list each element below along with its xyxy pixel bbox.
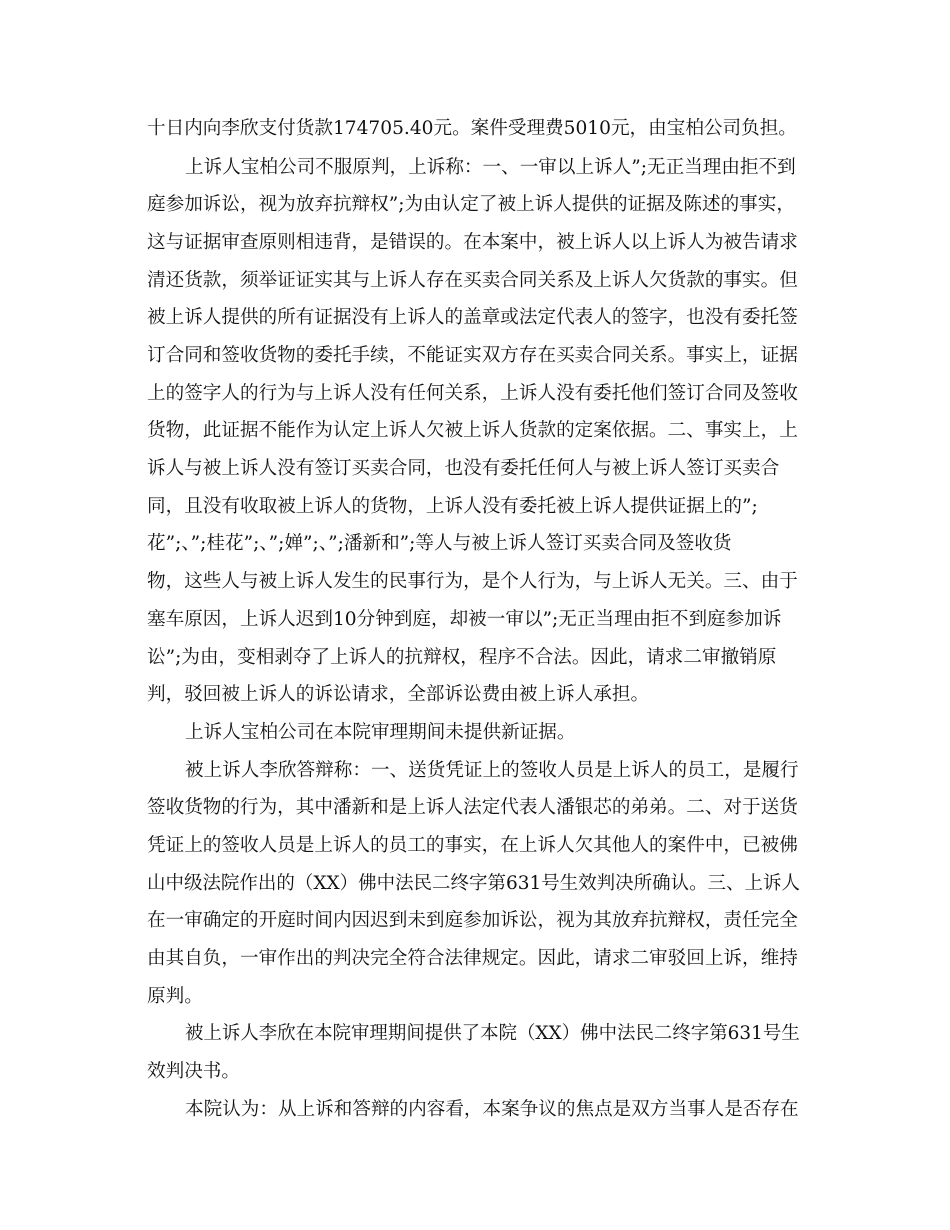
text-line: 在一审确定的开庭时间内因迟到未到庭参加诉讼，视为其放弃抗辩权，责任完全 — [147, 910, 798, 931]
text-line: 十日内向李欣支付货款174705.40元。案件受理费5010元，由宝柏公司负担。 — [147, 118, 797, 139]
text-line: 塞车原因，上诉人迟到10分钟到庭，却被一审以”;无正当理由拒不到庭参加诉 — [147, 609, 782, 630]
text-line: 被上诉人提供的所有证据没有上诉人的盖章或法定代表人的签字，也没有委托签 — [147, 307, 798, 328]
text-line: 花”;、”;桂花”;、”;婵”;、”;潘新和”;等人与被上诉人签订买卖合同及签收货 — [147, 533, 732, 554]
text-line: 讼”;为由，变相剥夺了上诉人的抗辩权，程序不合法。因此，请求二审撤销原 — [147, 647, 777, 668]
text-line: 被上诉人李欣答辩称：一、送货凭证上的签收人员是上诉人的员工，是履行 — [185, 760, 799, 781]
text-line: 上的签字人的行为与上诉人没有任何关系，上诉人没有委托他们签订合同及签收 — [147, 383, 798, 404]
text-line: 凭证上的签收人员是上诉人的员工的事实，在上诉人欠其他人的案件中，已被佛 — [147, 835, 798, 856]
text-line: 原判。 — [147, 986, 203, 1007]
text-line: 诉人与被上诉人没有签订买卖合同，也没有委托任何人与被上诉人签订买卖合 — [147, 458, 780, 479]
text-line: 这与证据审查原则相违背，是错误的。在本案中，被上诉人以上诉人为被告请求 — [147, 232, 798, 253]
text-line: 签收货物的行为，其中潘新和是上诉人法定代表人潘银芯的弟弟。二、对于送货 — [147, 797, 798, 818]
text-line: 判，驳回被上诉人的诉讼请求，全部诉讼费由被上诉人承担。 — [147, 684, 650, 705]
text-line: 庭参加诉讼，视为放弃抗辩权”;为由认定了被上诉人提供的证据及陈述的事实， — [147, 194, 795, 215]
text-line: 货物，此证据不能作为认定上诉人欠被上诉人货款的定案依据。二、事实上，上 — [147, 420, 798, 441]
text-line: 被上诉人李欣在本院审理期间提供了本院（XX）佛中法民二终字第631号生 — [185, 1023, 800, 1044]
text-line: 物，这些人与被上诉人发生的民事行为，是个人行为，与上诉人无关。三、由于 — [147, 571, 798, 592]
text-line: 由其自负，一审作出的判决完全符合法律规定。因此，请求二审驳回上诉，维持 — [147, 948, 798, 969]
text-line: 上诉人宝柏公司在本院审理期间未提供新证据。 — [185, 722, 576, 743]
text-line: 本院认为：从上诉和答辩的内容看，本案争议的焦点是双方当事人是否存在 — [185, 1099, 799, 1120]
text-line: 上诉人宝柏公司不服原判，上诉称：一、一审以上诉人”;无正当理由拒不到 — [185, 157, 796, 178]
text-line: 清还货款，须举证证实其与上诉人存在买卖合同关系及上诉人欠货款的事实。但 — [147, 270, 798, 291]
text-line: 同，且没有收取被上诉人的货物，上诉人没有委托被上诉人提供证据上的”; — [147, 496, 758, 517]
text-line: 效判决书。 — [147, 1061, 240, 1082]
text-line: 订合同和签收货物的委托手续，不能证实双方存在买卖合同关系。事实上，证据 — [147, 345, 798, 366]
text-line: 山中级法院作出的（XX）佛中法民二终字第631号生效判决所确认。三、上诉人 — [147, 873, 800, 894]
